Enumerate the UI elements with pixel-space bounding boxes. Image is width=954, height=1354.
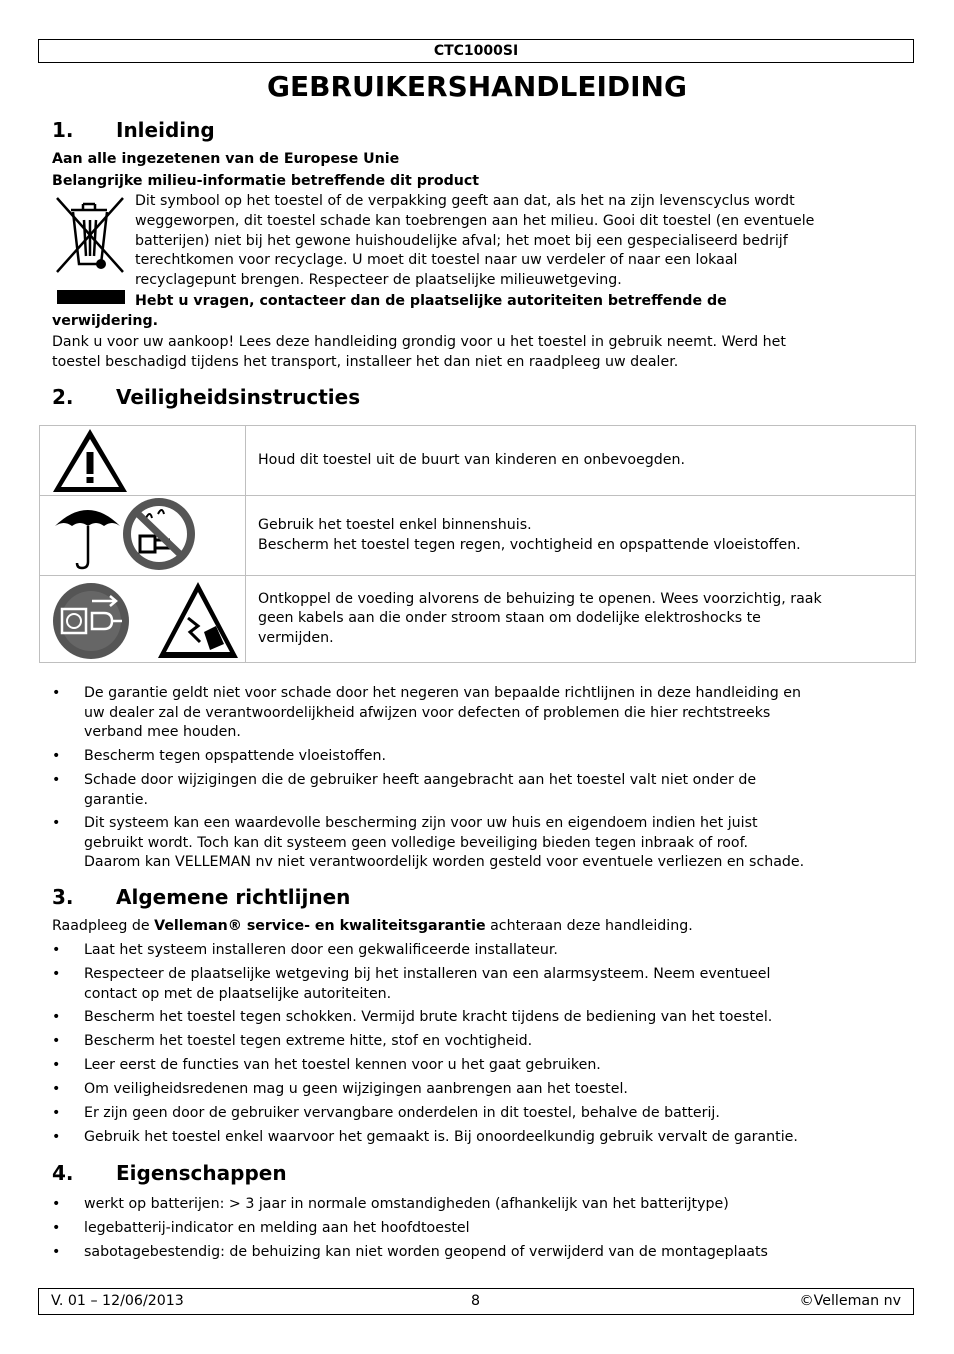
bullet: • [52, 1057, 61, 1073]
safety-icon-cell [40, 426, 246, 496]
weee-bin-icon [53, 194, 125, 306]
electric-shock-icon [158, 582, 238, 658]
list-line: De garantie geldt niet voor schade door het negeren van bepaalde richtlijnen in deze handleiding en [84, 685, 801, 701]
warranty-reference: Velleman® service- en kwaliteitsgarantie [154, 918, 486, 934]
disconnect-power-icons [40, 576, 245, 662]
warning-triangle-icon [40, 426, 245, 495]
safety-text-cell [246, 576, 916, 663]
list-item [52, 1008, 912, 1028]
indoor-use-icons [40, 496, 245, 575]
weee-line: weggeworpen, dit toestel schade kan toebrengen aan het milieu. Gooi dit toestel (en eventuele [135, 213, 815, 229]
section-number: 3. [52, 885, 74, 909]
safety-text: Bescherm het toestel tegen regen, vochtigheid en opspattende vloeistoffen. [258, 536, 801, 553]
section-3-heading [52, 885, 350, 909]
list-line: Daarom kan VELLEMAN nv niet verantwoordelijk worden gesteld voor eventuele verliezen en schade. [84, 854, 805, 871]
weee-line: batterijen) niet bij het gewone huishoudelijke afval; het moet bij een gespecialiseerd bedrijf [135, 233, 788, 249]
list-item [52, 1056, 912, 1076]
safety-text-cell [246, 426, 916, 496]
list-line: Respecteer de plaatselijke wetgeving bij het installeren van een alarmsysteem. Neem eventueel [84, 966, 771, 982]
weee-line: terechtkomen voor recyclage. U moet dit toestel naar uw verdeler of naar een lokaal [135, 252, 738, 268]
bullet: • [52, 1129, 61, 1145]
list-item [52, 1195, 912, 1215]
bullet: • [52, 966, 61, 982]
list-line: garantie. [84, 791, 148, 808]
list-item [52, 1080, 912, 1100]
safety-icon-cell [40, 496, 246, 576]
no-water-icon [123, 498, 195, 570]
list-line: Om veiligheidsredenen mag u geen wijzigingen aanbrengen aan het toestel. [84, 1081, 628, 1097]
umbrella-icon [55, 510, 120, 568]
general-post: achteraan deze handleiding. [485, 918, 693, 934]
page-title: GEBRUIKERSHANDLEIDING [267, 70, 687, 103]
intro-env-line: Belangrijke milieu-informatie betreffende dit product [52, 173, 480, 189]
list-item [52, 1032, 912, 1052]
section-number: 2. [52, 385, 74, 409]
safety-text-cell [246, 496, 916, 576]
bullet: • [52, 1244, 61, 1260]
page-footer [38, 1288, 914, 1315]
contact-line-1: Hebt u vragen, contacteer dan de plaatselijke autoriteiten betreffende de [135, 293, 727, 309]
list-line: Schade door wijzigingen die de gebruiker heeft aangebracht aan het toestel valt niet onder de [84, 772, 757, 788]
section-title: Veiligheidsinstructies [116, 385, 361, 409]
list-line: legebatterij-indicator en melding aan het hoofdtoestel [84, 1220, 470, 1236]
thanks-line: Dank u voor uw aankoop! Lees deze handleiding grondig voor u het toestel in gebruik neemt. Werd het [52, 334, 786, 350]
section-title: Inleiding [116, 118, 215, 142]
bullet: • [52, 748, 61, 764]
footer-version: V. 01 – 12/06/2013 [51, 1293, 184, 1309]
list-item [52, 1104, 912, 1124]
list-line: uw dealer zal de verantwoordelijkheid afwijzen voor defecten of problemen die hier rechtstreeks [84, 704, 771, 721]
bullet: • [52, 942, 61, 958]
contact-line-2: verwijdering. [52, 313, 158, 329]
list-line: contact op met de plaatselijke autoriteiten. [84, 985, 392, 1002]
safety-row [40, 576, 916, 663]
bullet: • [52, 1196, 61, 1212]
safety-row [40, 496, 916, 576]
bullet: • [52, 1033, 61, 1049]
section-2-heading [52, 385, 360, 409]
bullet: • [52, 1105, 61, 1121]
safety-table [39, 425, 916, 663]
list-line: Dit systeem kan een waardevolle bescherming zijn voor uw huis en eigendoem indien het juist [84, 815, 758, 831]
thanks-line: toestel beschadigd tijdens het transport, installeer het dan niet en raadpleeg uw dealer. [52, 354, 679, 370]
safety-text: Gebruik het toestel enkel binnenshuis. [258, 516, 532, 533]
page-header: CTC1000SI [38, 39, 914, 63]
bullet: • [52, 772, 61, 788]
bullet: • [52, 1081, 61, 1097]
list-item [52, 941, 912, 961]
general-intro [52, 917, 912, 937]
list-line: werkt op batterijen: > 3 jaar in normale omstandigheden (afhankelijk van het batterijtype) [84, 1196, 729, 1212]
list-line: Bescherm het toestel tegen extreme hitte, stof en vochtigheid. [84, 1033, 533, 1049]
general-pre: Raadpleeg de [52, 918, 155, 934]
list-line: Laat het systeem installeren door een gekwalificeerde installateur. [84, 942, 558, 958]
list-item [52, 814, 912, 873]
safety-row [40, 426, 916, 496]
list-line: Bescherm tegen opspattende vloeistoffen. [84, 748, 387, 764]
bullet: • [52, 1009, 61, 1025]
list-line: Er zijn geen door de gebruiker vervangbare onderdelen in dit toestel, behalve de batterij. [84, 1105, 720, 1121]
list-line: Bescherm het toestel tegen schokken. Vermijd brute kracht tijdens de bediening van het toestel. [84, 1009, 773, 1025]
footer-page-number: 8 [471, 1293, 481, 1309]
list-item [52, 1243, 912, 1263]
safety-text: vermijden. [258, 629, 334, 646]
list-item [52, 965, 912, 1004]
bullet: • [52, 685, 61, 701]
list-item [52, 1219, 912, 1239]
safety-icon-cell [40, 576, 246, 663]
footer-copyright: ©Velleman nv [799, 1293, 901, 1309]
list-line: gebruikt wordt. Toch kan dit systeem geen volledige beveiliging bieden tegen inbraak of roof. [84, 834, 749, 851]
intro-eu-line: Aan alle ingezetenen van de Europese Unie [52, 151, 400, 167]
safety-text: Houd dit toestel uit de buurt van kinderen en onbevoegden. [258, 451, 686, 468]
section-title: Eigenschappen [116, 1161, 287, 1185]
list-item [52, 684, 912, 743]
weee-line: Dit symbool op het toestel of de verpakking geeft aan dat, als het na zijn levenscyclus wordt [135, 193, 795, 209]
list-line: Gebruik het toestel enkel waarvoor het gemaakt is. Bij onoordeelkundig gebruik vervalt de garantie. [84, 1129, 798, 1145]
bullet: • [52, 815, 61, 831]
section-4-heading [52, 1161, 287, 1185]
weee-line: recyclagepunt brengen. Respecteer de plaatselijke milieuwetgeving. [135, 272, 622, 288]
section-title: Algemene richtlijnen [116, 885, 351, 909]
unplug-icon [53, 583, 129, 659]
list-line: Leer eerst de functies van het toestel kennen voor u het gaat gebruiken. [84, 1057, 601, 1073]
safety-text: geen kabels aan die onder stroom staan om dodelijke elektroshocks te [258, 610, 761, 627]
section-number: 4. [52, 1161, 74, 1185]
list-line: verband mee houden. [84, 724, 241, 741]
bullet: • [52, 1220, 61, 1236]
section-number: 1. [52, 118, 74, 142]
list-item [52, 1128, 912, 1148]
section-1-heading [52, 118, 215, 142]
list-item [52, 771, 912, 810]
list-item [52, 747, 912, 767]
safety-text: Ontkoppel de voeding alvorens de behuizing te openen. Wees voorzichtig, raak [258, 590, 822, 607]
list-line: sabotagebestendig: de behuizing kan niet worden geopend of verwijderd van de montageplaats [84, 1244, 768, 1260]
